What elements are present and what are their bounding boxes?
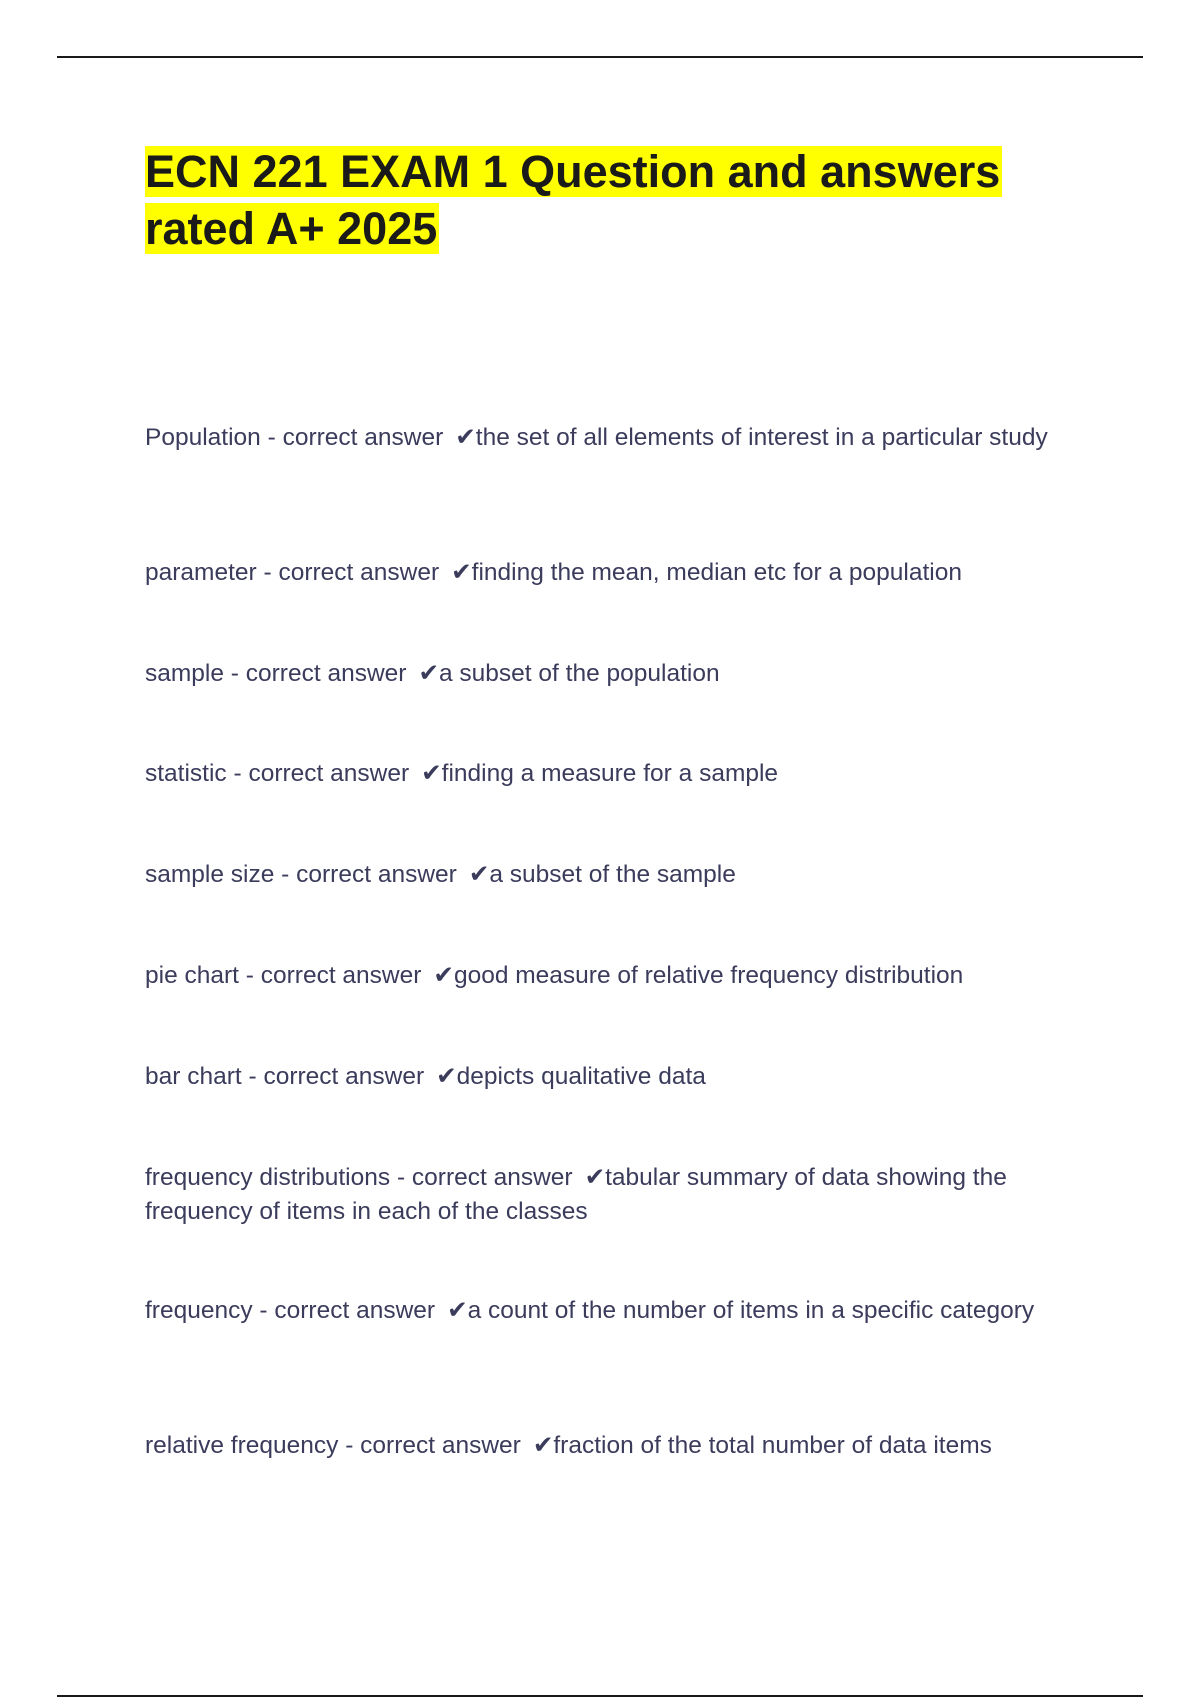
- check-mark-icon: ✔: [455, 424, 476, 451]
- entry-answer-prefix: correct answer: [411, 1164, 573, 1191]
- entry-definition: finding a measure for a sample: [441, 760, 779, 787]
- check-mark-icon: ✔: [436, 1063, 457, 1090]
- check-mark-icon: ✔: [468, 861, 490, 888]
- entry-term: statistic: [145, 760, 227, 787]
- entry-definition: the set of all elements of interest in a particular study: [475, 424, 1048, 451]
- qa-entry-statistic: statistic - correct answer ✔finding a measure for a sample: [145, 760, 779, 787]
- entry-definition: tabular summary of data showing the frequency of items in each of the classes: [145, 1164, 1007, 1225]
- entry-term: bar chart: [145, 1063, 242, 1090]
- entry-term: frequency: [145, 1297, 253, 1324]
- document-body: [145, 143, 1085, 1459]
- qa-entry-population: Population - correct answer ✔the set of all elements of interest in a particular study: [145, 424, 1048, 451]
- entry-term: frequency distributions: [145, 1164, 391, 1191]
- entry-answer-prefix: correct answer: [278, 559, 440, 586]
- document-title: [145, 143, 1085, 257]
- entry-term: pie chart: [145, 962, 239, 989]
- entry-term: parameter: [145, 559, 257, 586]
- entry-term: relative frequency: [145, 1432, 339, 1459]
- entry-term: Population: [145, 424, 261, 451]
- qa-entry-sample: sample - correct answer ✔a subset of the population: [145, 660, 720, 687]
- entry-definition: a subset of the sample: [489, 861, 736, 888]
- qa-entry-bar-chart: bar chart - correct answer ✔depicts qualitative data: [145, 1063, 706, 1090]
- entry-answer-prefix: correct answer: [360, 1432, 521, 1459]
- qa-entry-frequency: frequency - correct answer ✔a count of the number of items in a specific category: [145, 1297, 1035, 1324]
- qa-entry-frequency-distributions: frequency distributions - correct answer ✔tabular summary of data showing the frequency of items in each of the classes: [145, 1164, 1007, 1225]
- entry-definition: good measure of relative frequency distribution: [453, 962, 964, 989]
- entry-answer-prefix: correct answer: [296, 861, 457, 888]
- check-mark-icon: ✔: [433, 962, 454, 989]
- check-mark-icon: ✔: [421, 760, 442, 787]
- check-mark-icon: ✔: [447, 1297, 468, 1324]
- bottom-rule: [57, 1695, 1143, 1697]
- qa-entry-relative-frequency: relative frequency - correct answer ✔fraction of the total number of data items: [145, 1432, 992, 1459]
- top-rule: [57, 56, 1143, 58]
- qa-entry-pie-chart: pie chart - correct answer ✔good measure of relative frequency distribution: [145, 962, 964, 989]
- check-mark-icon: ✔: [418, 660, 439, 687]
- check-mark-icon: ✔: [532, 1432, 554, 1459]
- entry-answer-prefix: correct answer: [282, 424, 444, 451]
- entry-definition: a count of the number of items in a specific category: [467, 1297, 1035, 1324]
- entry-definition: finding the mean, median etc for a population: [471, 559, 962, 586]
- entry-answer-prefix: correct answer: [274, 1297, 436, 1324]
- check-mark-icon: ✔: [584, 1164, 606, 1191]
- title-highlight: ECN 221 EXAM 1 Question and answers rated A+ 2025: [145, 146, 1001, 254]
- entry-definition: depicts qualitative data: [456, 1063, 706, 1090]
- entry-answer-prefix: correct answer: [263, 1063, 425, 1090]
- entry-answer-prefix: correct answer: [245, 660, 407, 687]
- check-mark-icon: ✔: [451, 559, 472, 586]
- entry-term: sample size: [145, 861, 275, 888]
- entry-term: sample: [145, 660, 224, 687]
- qa-entry-parameter: parameter - correct answer ✔finding the mean, median etc for a population: [145, 559, 962, 586]
- entry-answer-prefix: correct answer: [248, 760, 410, 787]
- qa-entry-sample-size: sample size - correct answer ✔a subset of the sample: [145, 861, 736, 888]
- entry-definition: a subset of the population: [438, 660, 720, 687]
- entry-answer-prefix: correct answer: [260, 962, 422, 989]
- entry-definition: fraction of the total number of data items: [553, 1432, 992, 1459]
